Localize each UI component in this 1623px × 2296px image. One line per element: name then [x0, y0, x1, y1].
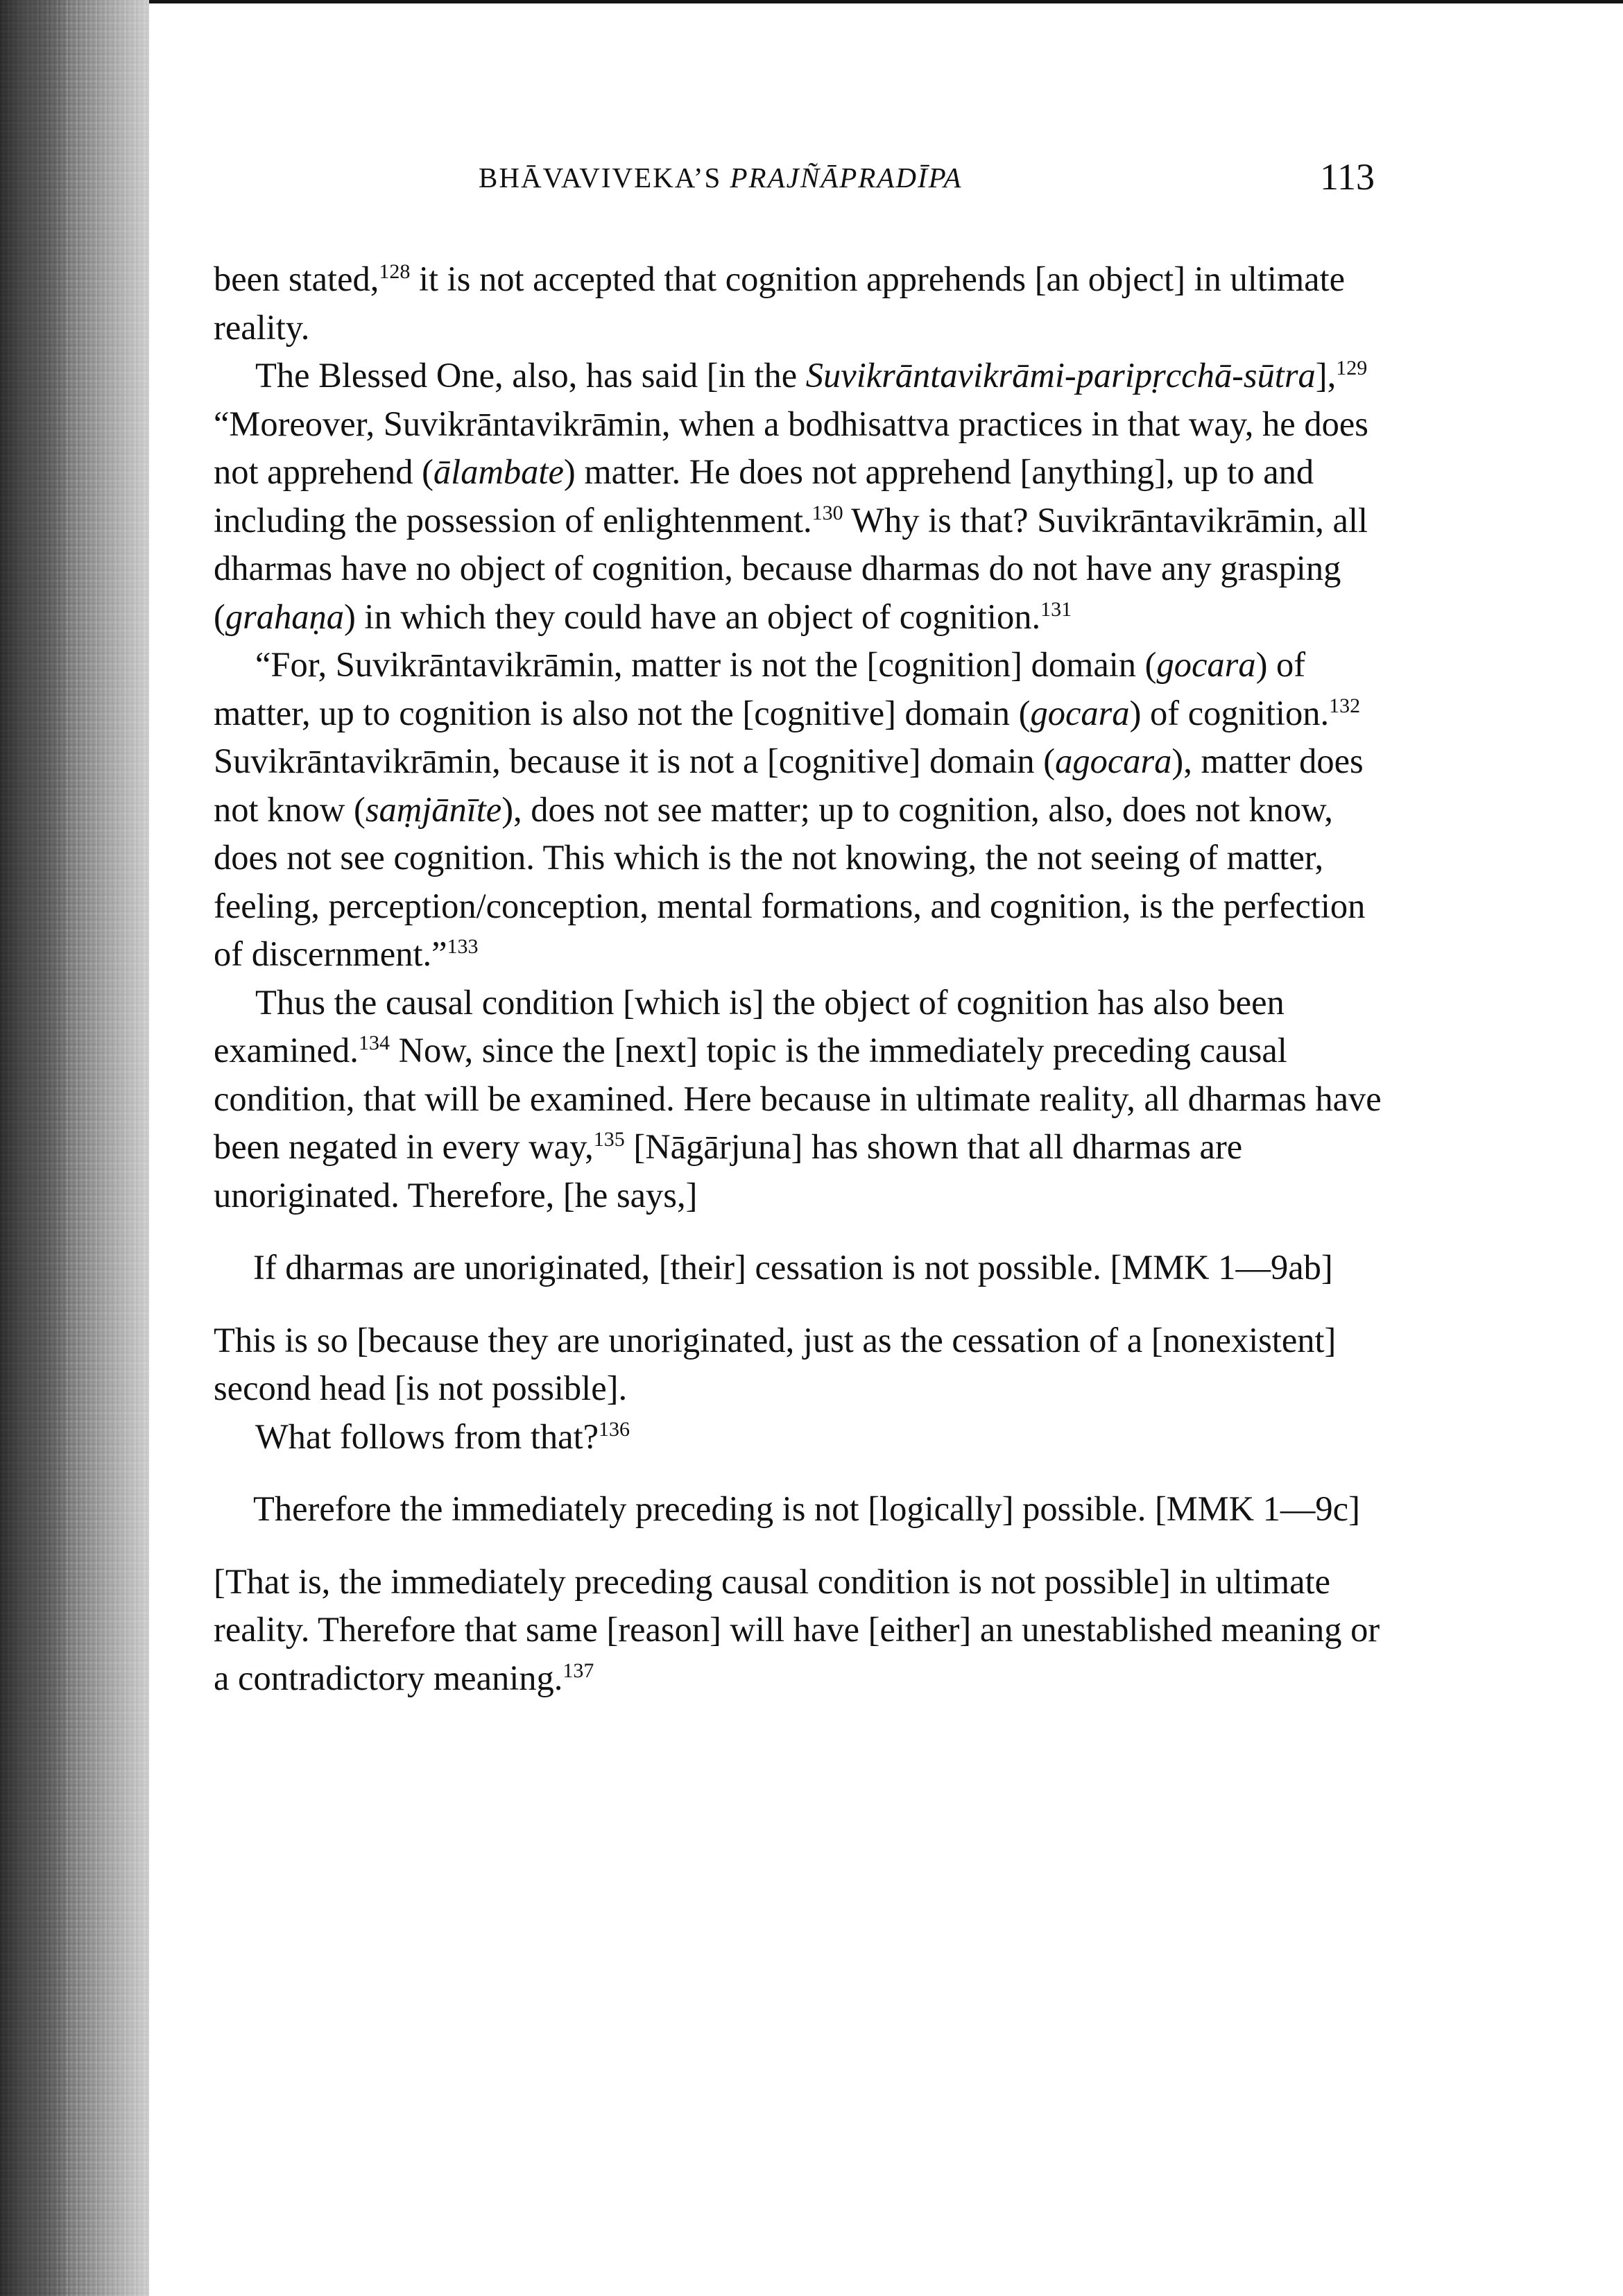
- text-run: been stated,: [214, 259, 379, 298]
- italic-term: ālambate: [433, 452, 564, 491]
- text-run: ) of matter, up to cognition is also not the [cognitive] domain (: [214, 645, 1306, 733]
- italic-term: saṃjānīte: [365, 789, 502, 829]
- paragraph-2: [214, 352, 1393, 641]
- paragraph-1: [214, 255, 1393, 352]
- italic-term: gocara: [1030, 693, 1130, 733]
- text-run: What follows from that?: [255, 1416, 599, 1456]
- text-run: The Blessed One, also, has said [in the: [255, 356, 806, 395]
- footnote-ref: 135: [593, 1128, 625, 1151]
- text-run: ), matter does not know (: [214, 742, 1364, 829]
- paragraph-7: [214, 1558, 1393, 1703]
- footnote-ref: 130: [812, 501, 843, 524]
- text-run: “For, Suvikrāntavikrāmin, matter is not the [cognition] domain (: [255, 645, 1157, 684]
- italic-term: agocara: [1055, 742, 1172, 780]
- italic-term: gocara: [1156, 645, 1256, 684]
- running-head: [479, 161, 962, 194]
- text-run: Thus the causal condition [which is] the object of cognition has also been examined.: [214, 982, 1285, 1070]
- text-run: ), does not see matter; up to cognition, also, does not know, does not see cognition. This which is the not knowing, the not seeing of matter, feeling, perception/conception, mental formations, and cognition, is the perfection of discernment.”: [214, 789, 1366, 973]
- text-run: ],: [1315, 356, 1337, 395]
- page-header: [0, 156, 1623, 216]
- verse-quote-1: If dharmas are unoriginated, [their] cessation is not possible. [MMK 1—9ab]: [253, 1248, 1333, 1287]
- book-gutter: [0, 0, 66, 2296]
- text-run: [That is, the immediately preceding causal condition is not possible] in ultimate reality. Therefore that same [reason] will have [either] an unestablished meaning or a contradictory meaning.: [214, 1561, 1380, 1697]
- text-run: [Nāgārjuna] has shown that all dharmas are unoriginated. Therefore, [he says,]: [214, 1127, 1243, 1215]
- text-run: Why is that? Suvikrāntavikrāmin, all dharmas have no object of cognition, because dharmas do not have any grasping (: [214, 500, 1368, 636]
- text-run: ) of cognition.: [1129, 693, 1330, 733]
- footnote-ref: 132: [1329, 694, 1361, 717]
- text-run: ) in which they could have an object of cognition.: [343, 597, 1041, 636]
- footnote-ref: 129: [1336, 357, 1368, 379]
- footnote-ref: 136: [599, 1417, 630, 1441]
- footnote-ref: 128: [379, 260, 411, 283]
- scan-top-edge: [0, 0, 1623, 3]
- paragraph-3: [214, 641, 1393, 979]
- footnote-ref: 137: [563, 1659, 594, 1682]
- italic-term: Suvikrāntavikrāmi-paripṛcchā-sūtra: [805, 356, 1316, 395]
- running-head-author: BHĀVAVIVEKA’S: [479, 162, 730, 194]
- text-run: “Moreover, Suvikrāntavikrāmin, when a bodhisattva practices in that way, he does not apprehend (: [214, 404, 1368, 491]
- text-run: Now, since the [next] topic is the immediately preceding causal condition, that will be examined. Here because in ultimate reality, all dharmas have been negated in every way,: [214, 1031, 1382, 1166]
- running-head-title: PRAJÑĀPRADĪPA: [730, 162, 963, 194]
- page-body: [214, 255, 1393, 1702]
- paragraph-5: This is so [because they are unoriginated, just as the cessation of a [nonexistent] second head [is not possible].: [214, 1320, 1337, 1407]
- text-run: ) matter. He does not apprehend [anything], up to and including the possession of enlightenment.: [214, 452, 1314, 540]
- footnote-ref: 131: [1040, 597, 1072, 621]
- verse-quote-2: Therefore the immediately preceding is not [logically] possible. [MMK 1—9c]: [253, 1489, 1360, 1528]
- text-run: Suvikrāntavikrāmin, because it is not a [cognitive] domain (: [214, 742, 1056, 780]
- italic-term: grahaṇa: [225, 597, 344, 636]
- footnote-ref: 133: [447, 935, 479, 958]
- paragraph-6: [214, 1413, 1393, 1462]
- footnote-ref: 134: [358, 1031, 390, 1054]
- page-number: 113: [1320, 156, 1375, 198]
- text-run: it is not accepted that cognition apprehends [an object] in ultimate reality.: [214, 259, 1346, 347]
- paragraph-4: [214, 979, 1393, 1220]
